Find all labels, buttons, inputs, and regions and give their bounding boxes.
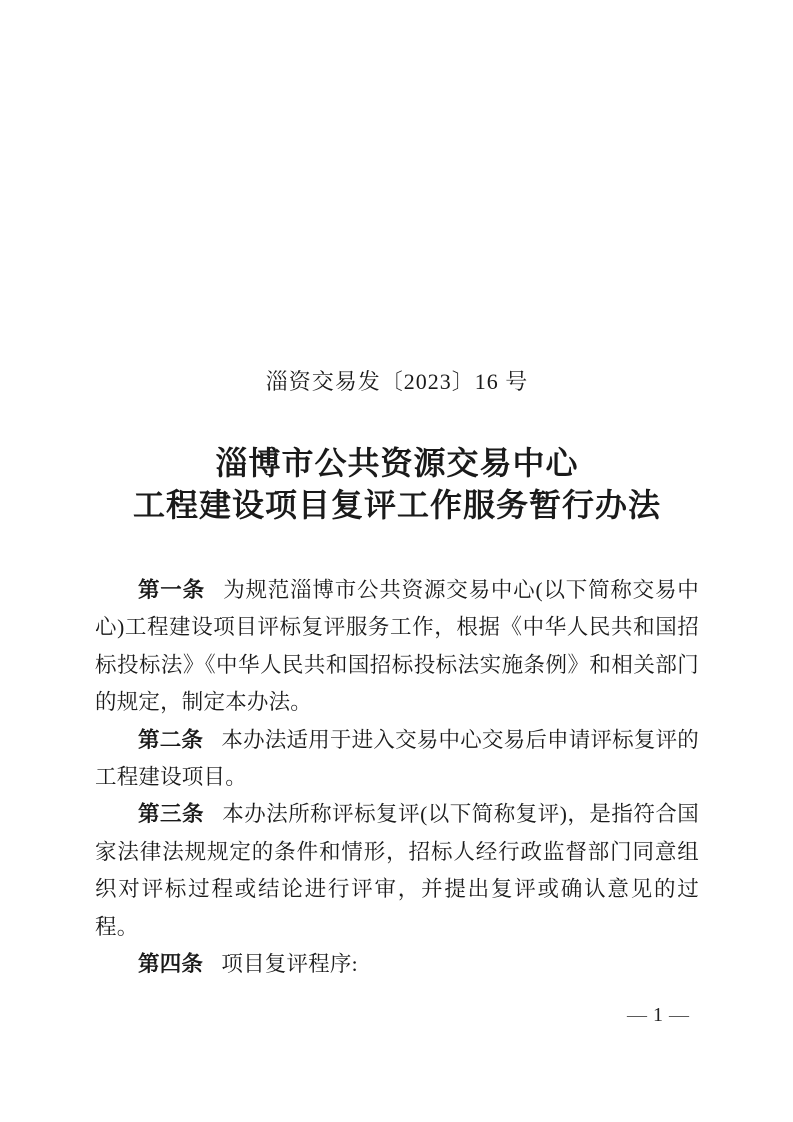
page-number: 1: [653, 1004, 663, 1026]
article-3-label: 第三条: [138, 802, 204, 827]
paragraph-article-2: [95, 722, 699, 797]
article-2-text: 本办法适用于进入交易中心交易后申请评标复评的工程建设项目。: [95, 727, 699, 790]
doc-number: 淄资交易发〔2023〕16 号: [265, 369, 529, 394]
document-title: [95, 442, 699, 526]
article-3-text: 本办法所称评标复评(以下简称复评)，是指符合国家法律法规规定的条件和情形，招标人经行政监督部门同意组织对评标过程或结论进行评审，并提出复评或确认意见的过程。: [95, 802, 699, 939]
page-content: [95, 0, 699, 983]
article-2-label: 第二条: [138, 727, 204, 752]
paragraph-article-3: [95, 796, 699, 946]
article-4-label: 第四条: [138, 952, 204, 977]
footer-dash-right: —: [669, 1004, 689, 1026]
article-1-text: 为规范淄博市公共资源交易中心(以下简称交易中心)工程建设项目评标复评服务工作，根据《中华人民共和国招标投标法》《中华人民共和国招标投标法实施条例》和相关部门的规定，制定本办法。: [95, 578, 699, 715]
title-line-1: 淄博市公共资源交易中心: [215, 445, 579, 481]
document-body: [95, 572, 699, 983]
page-footer: [621, 1003, 695, 1027]
article-1-label: 第一条: [138, 578, 205, 602]
footer-dash-left: —: [627, 1004, 647, 1026]
paragraph-article-4: [95, 946, 699, 983]
article-4-text: 项目复评程序:: [221, 952, 358, 977]
title-line-2: 工程建设项目复评工作服务暂行办法: [132, 487, 661, 523]
paragraph-article-1: [95, 572, 699, 722]
